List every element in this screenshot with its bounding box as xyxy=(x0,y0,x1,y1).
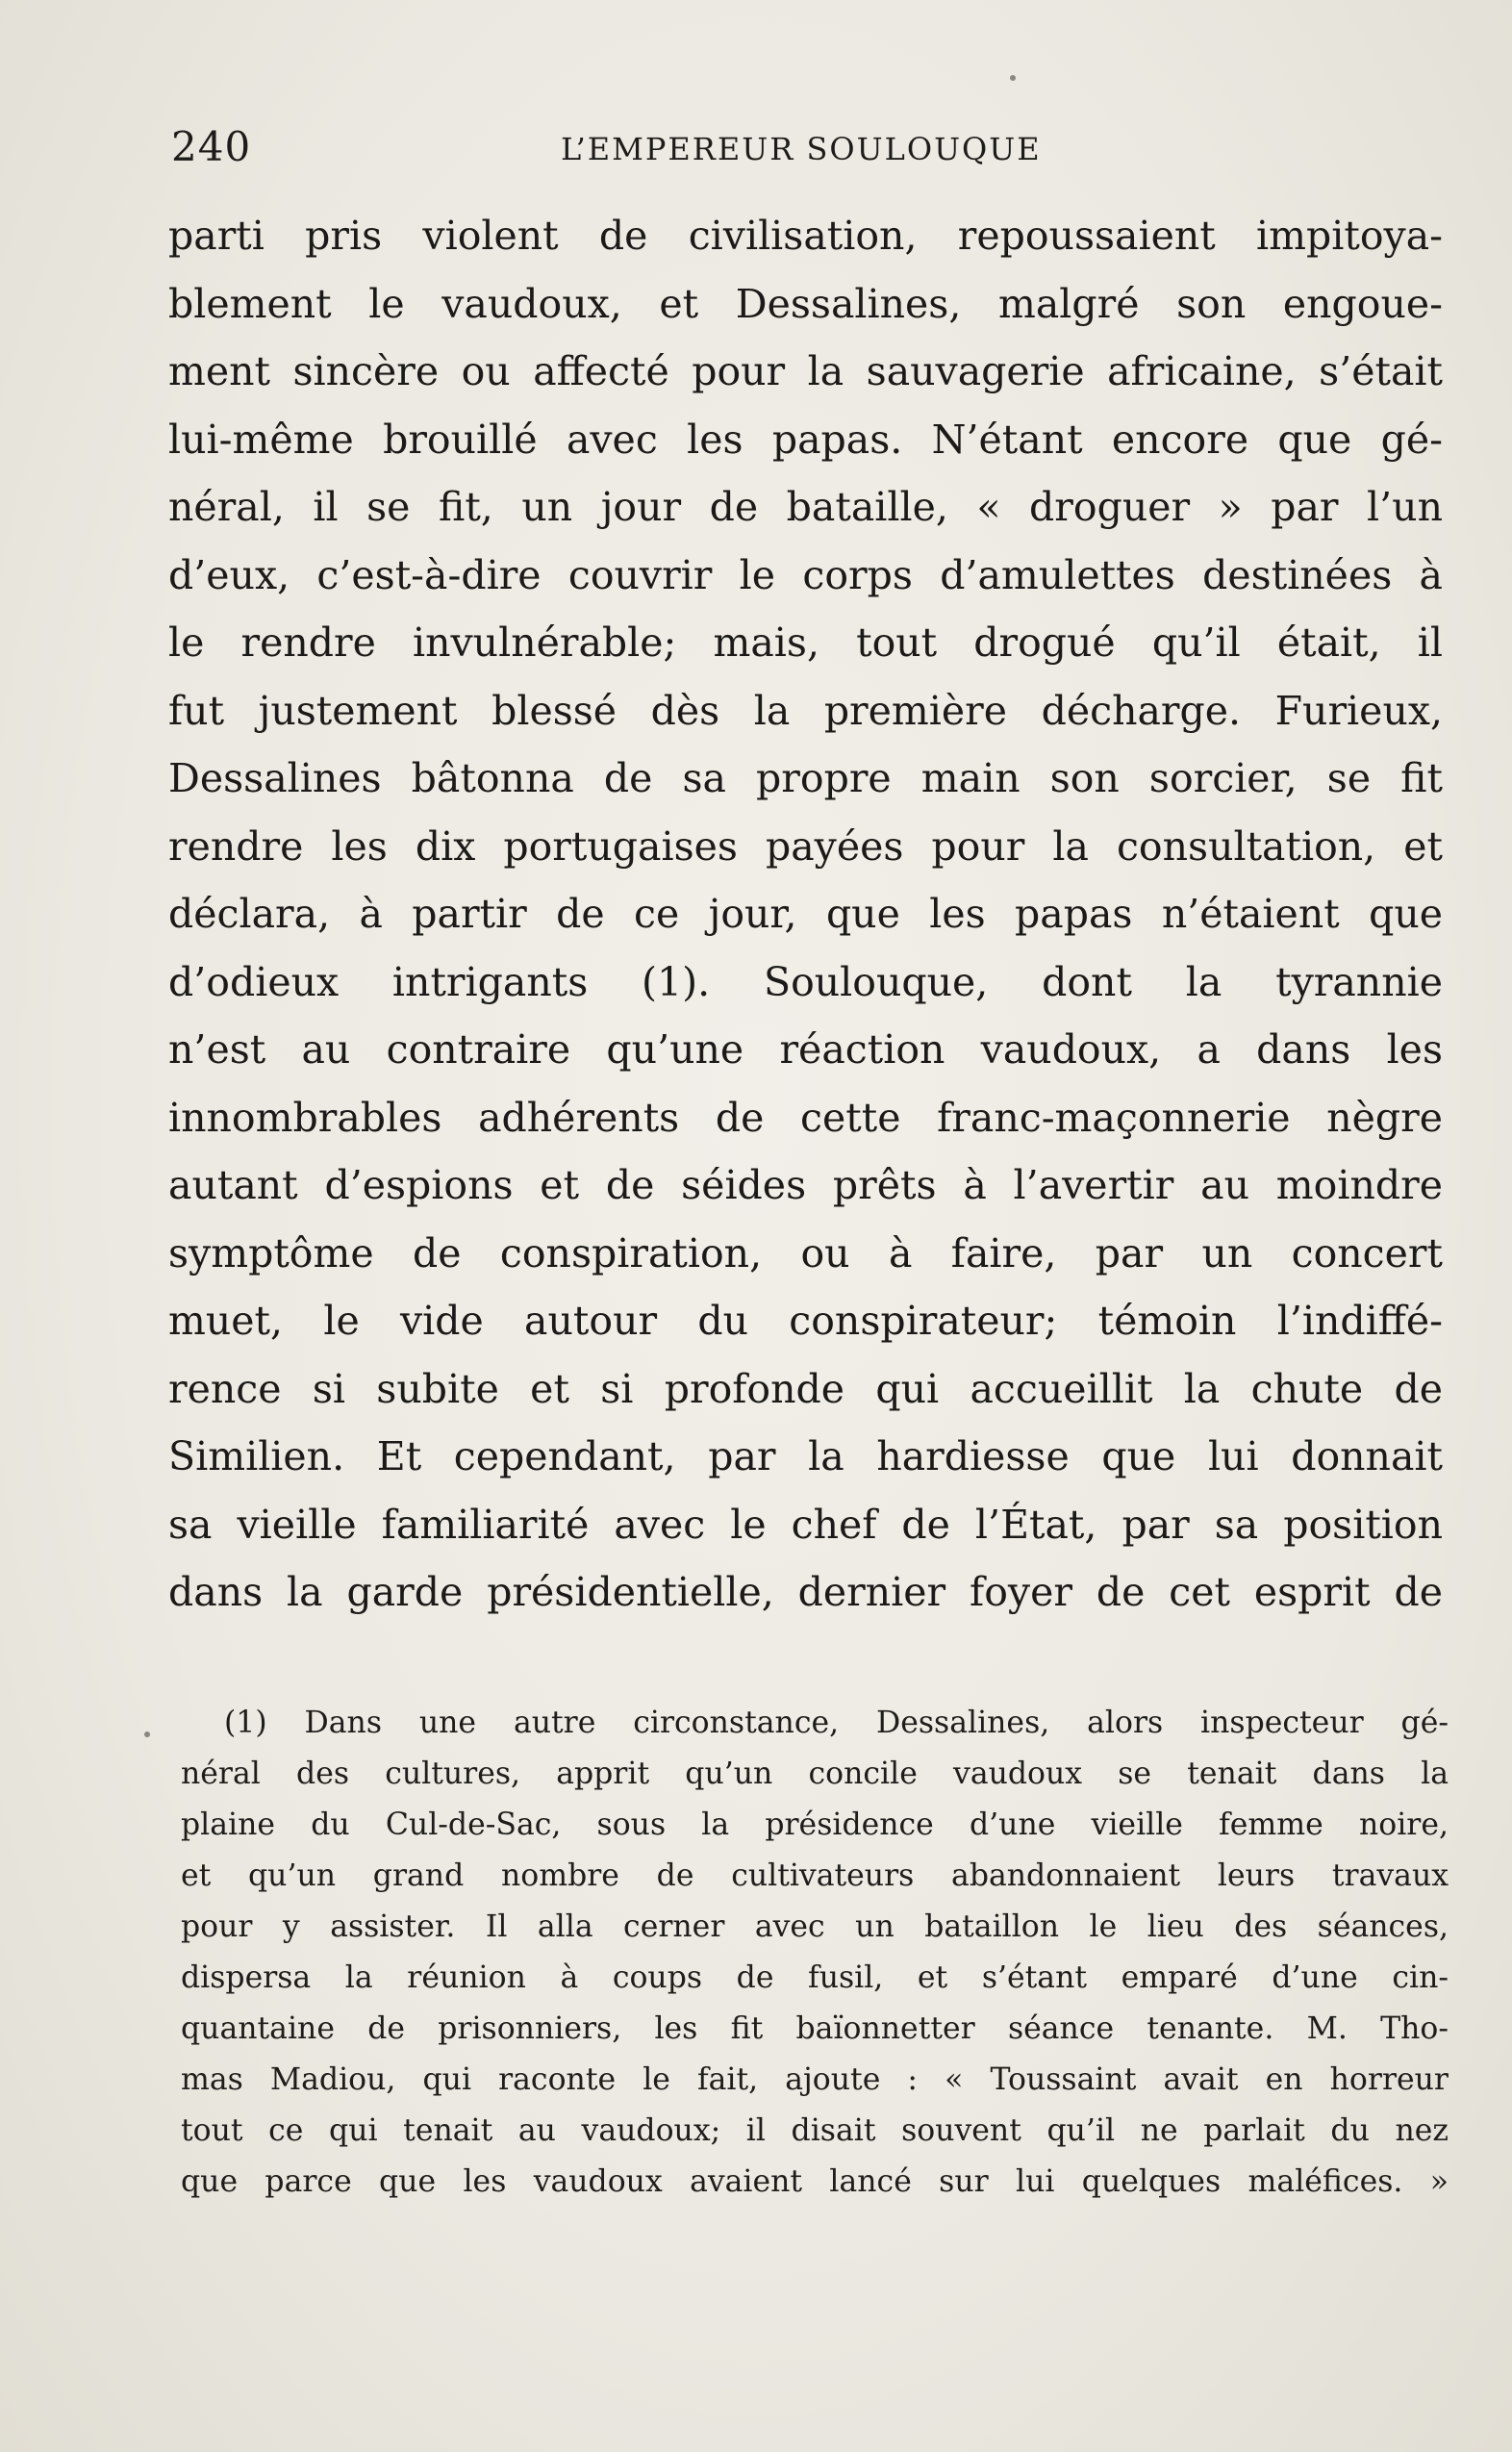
text-line: le rendre invulnérable; mais, tout drogué qu’il était, il xyxy=(168,619,1443,666)
footnote-line: plaine du Cul-de-Sac, sous la présidence d’une vieille femme noire, xyxy=(181,1807,1449,1842)
text-line: rendre les dix portugaises payées pour la consultation, et xyxy=(168,822,1443,870)
footnote-line: dispersa la réunion à coups de fusil, et s’étant emparé d’une cin- xyxy=(181,1960,1449,1995)
text-line: muet, le vide autour du conspirateur; témoin l’indiffé- xyxy=(168,1298,1443,1344)
page-number: 240 xyxy=(171,123,252,170)
text-line: blement le vaudoux, et Dessalines, malgré son engoue- xyxy=(168,280,1443,327)
footnote-line: néral des cultures, apprit qu’un concile vaudoux se tenait dans la xyxy=(181,1757,1449,1791)
page-header xyxy=(171,123,1446,181)
print-speck xyxy=(1010,75,1016,81)
footnote xyxy=(181,1698,1449,2208)
footnote-line: quantaine de prisonniers, les fit baïonnetter séance tenante. M. Tho- xyxy=(181,2011,1449,2046)
footnote-line: et qu’un grand nombre de cultivateurs abandonnaient leurs travaux xyxy=(181,1858,1449,1893)
text-line: d’odieux intrigants (1). Soulouque, dont la tyrannie xyxy=(168,958,1443,1005)
text-line: d’eux, c’est-à-dire couvrir le corps d’amulettes destinées à xyxy=(168,551,1443,598)
text-line: parti pris violent de civilisation, repoussaient impitoya- xyxy=(168,213,1443,259)
footnote-line: pour y assister. Il alla cerner avec un bataillon le lieu des séances, xyxy=(181,1909,1449,1944)
text-line: fut justement blessé dès la première décharge. Furieux, xyxy=(168,687,1443,734)
text-line: déclara, à partir de ce jour, que les papas n’étaient que xyxy=(168,891,1443,937)
text-line: sa vieille familiarité avec le chef de l’État, par sa position xyxy=(168,1501,1443,1548)
text-line: néral, il se fit, un jour de bataille, « droguer » par l’un xyxy=(168,484,1443,530)
text-line: innombrables adhérents de cette franc-maçonnerie nègre xyxy=(168,1094,1443,1141)
running-head: L’EMPEREUR SOULOUQUE xyxy=(561,131,1042,167)
print-speck xyxy=(144,1732,150,1737)
text-line: symptôme de conspiration, ou à faire, par un concert xyxy=(168,1229,1443,1277)
text-line: dans la garde présidentielle, dernier foyer de cet esprit de xyxy=(168,1569,1443,1615)
text-line: rence si subite et si profonde qui accueillit la chute de xyxy=(168,1365,1443,1412)
footnote-line: que parce que les vaudoux avaient lancé sur lui quelques maléfices. » xyxy=(181,2164,1449,2199)
footnote-line: (1) Dans une autre circonstance, Dessalines, alors inspecteur gé- xyxy=(224,1706,1449,1740)
footnote-line: tout ce qui tenait au vaudoux; il disait souvent qu’il ne parlait du nez xyxy=(181,2113,1449,2148)
text-line: lui-même brouillé avec les papas. N’étant encore que gé- xyxy=(168,416,1443,463)
text-line: Similien. Et cependant, par la hardiesse que lui donnait xyxy=(168,1433,1443,1479)
footnote-line: mas Madiou, qui raconte le fait, ajoute : « Toussaint avait en horreur xyxy=(181,2062,1449,2097)
text-line: autant d’espions et de séides prêts à l’avertir au moindre xyxy=(168,1162,1443,1208)
main-text xyxy=(168,202,1443,1627)
text-line: ment sincère ou affecté pour la sauvagerie africaine, s’était xyxy=(168,348,1443,394)
text-line: n’est au contraire qu’une réaction vaudoux, a dans les xyxy=(168,1026,1443,1073)
text-line: Dessalines bâtonna de sa propre main son sorcier, se fit xyxy=(168,755,1443,801)
